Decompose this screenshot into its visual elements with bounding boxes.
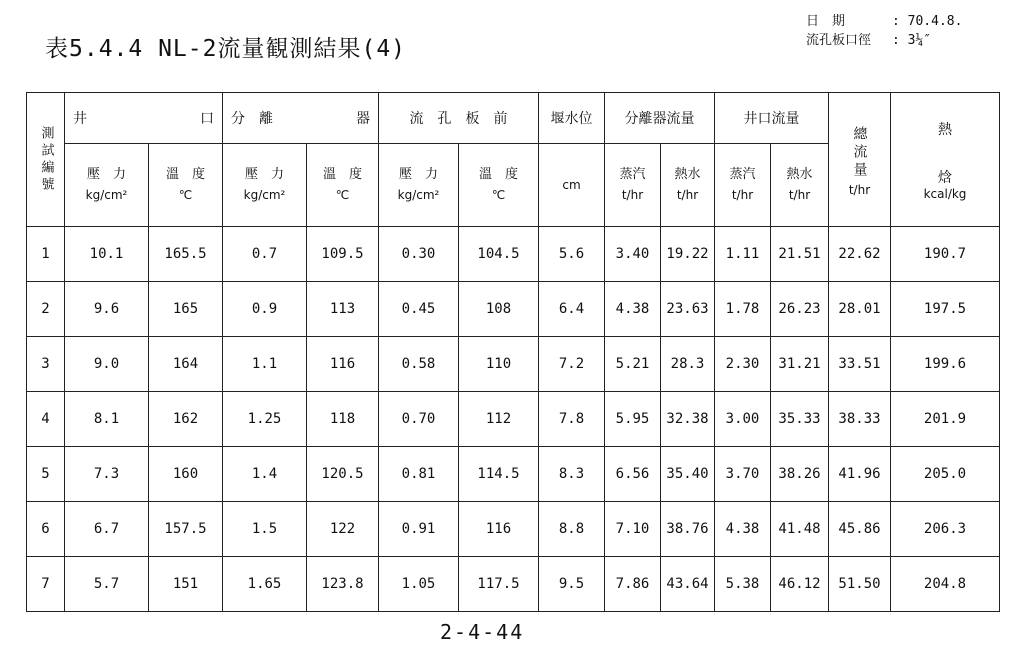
cell-sep-hotwater: 38.76 (661, 502, 715, 557)
cell-sep-hotwater: 32.38 (661, 392, 715, 447)
cell-well-pressure: 7.3 (65, 447, 149, 502)
cell-sep-temp: 122 (307, 502, 379, 557)
header-well-steam-unit: t/hr (731, 188, 754, 202)
cell-orifice-pressure: 0.70 (379, 392, 459, 447)
header-well-right: 口 (200, 111, 214, 127)
cell-well-temp: 157.5 (149, 502, 223, 557)
cell-well-temp: 164 (149, 337, 223, 392)
header-enthalpy-unit: kcal/kg (923, 186, 967, 201)
header-sep-hotwater (661, 144, 715, 227)
cell-sep-hotwater: 35.40 (661, 447, 715, 502)
cell-sep-steam: 7.86 (605, 557, 661, 612)
cell-enthalpy: 199.6 (891, 337, 1000, 392)
header-separator (223, 93, 379, 144)
meta-date-value: 70.4.8. (907, 14, 963, 29)
header-test-no-label: 測試編號 (38, 125, 54, 194)
cell-sep-hotwater: 23.63 (661, 282, 715, 337)
cell-orifice-temp: 112 (459, 392, 539, 447)
meta-block (806, 12, 962, 50)
cell-well-temp: 165.5 (149, 227, 223, 282)
header-well-pressure (65, 144, 149, 227)
header-enthalpy-sub: 焓 (938, 169, 952, 186)
cell-well-hotwater: 31.21 (771, 337, 829, 392)
cell-test-no: 4 (27, 392, 65, 447)
header-separator-left: 分 離 (231, 111, 273, 127)
header-row-1 (27, 93, 1000, 144)
cell-well-pressure: 9.6 (65, 282, 149, 337)
header-orifice-temp (459, 144, 539, 227)
cell-test-no: 3 (27, 337, 65, 392)
cell-weir-level: 9.5 (539, 557, 605, 612)
table-row (27, 557, 1000, 612)
cell-sep-hotwater: 19.22 (661, 227, 715, 282)
table-row (27, 337, 1000, 392)
table-row (27, 447, 1000, 502)
header-sep-flow: 分離器流量 (605, 93, 715, 144)
cell-well-hotwater: 26.23 (771, 282, 829, 337)
cell-weir-level: 5.6 (539, 227, 605, 282)
cell-sep-pressure: 1.4 (223, 447, 307, 502)
header-total-flow (829, 93, 891, 227)
header-well-hotwater-unit: t/hr (788, 188, 811, 202)
cell-test-no: 2 (27, 282, 65, 337)
cell-sep-pressure: 1.65 (223, 557, 307, 612)
cell-sep-temp: 120.5 (307, 447, 379, 502)
meta-orifice-label: 流孔板口徑 (806, 33, 872, 48)
header-sep-steam-unit: t/hr (621, 188, 644, 202)
cell-orifice-pressure: 1.05 (379, 557, 459, 612)
table-row (27, 502, 1000, 557)
table-row (27, 282, 1000, 337)
header-sep-pressure (223, 144, 307, 227)
cell-test-no: 5 (27, 447, 65, 502)
header-well-hotwater (771, 144, 829, 227)
header-well-hotwater-label: 熱水 (786, 167, 813, 182)
cell-total-flow: 22.62 (829, 227, 891, 282)
cell-weir-level: 7.2 (539, 337, 605, 392)
measurement-table (26, 92, 1000, 612)
header-well-steam-label: 蒸汽 (729, 167, 756, 182)
table-title: 表5.4.4 NL-2流量観測結果(4) (45, 36, 407, 62)
header-weir-unit (539, 144, 605, 227)
cell-well-steam: 1.78 (715, 282, 771, 337)
cell-orifice-temp: 108 (459, 282, 539, 337)
cell-total-flow: 51.50 (829, 557, 891, 612)
header-well-temp-unit: ℃ (178, 188, 193, 202)
cell-enthalpy: 204.8 (891, 557, 1000, 612)
meta-orifice-value: 3¼″ (907, 33, 932, 48)
cell-orifice-pressure: 0.30 (379, 227, 459, 282)
meta-orifice: 流孔板口徑 : 3¼″ (806, 33, 932, 48)
header-enthalpy-label: 熱 (938, 121, 952, 138)
meta-date-label: 日 期 (806, 14, 846, 29)
header-sep-pressure-unit: kg/cm² (243, 188, 286, 202)
cell-well-steam: 2.30 (715, 337, 771, 392)
cell-well-temp: 162 (149, 392, 223, 447)
cell-total-flow: 33.51 (829, 337, 891, 392)
header-well-flow: 井口流量 (715, 93, 829, 144)
cell-enthalpy: 201.9 (891, 392, 1000, 447)
table-body (27, 227, 1000, 612)
cell-sep-temp: 113 (307, 282, 379, 337)
cell-well-steam: 3.70 (715, 447, 771, 502)
cell-test-no: 6 (27, 502, 65, 557)
cell-orifice-temp: 104.5 (459, 227, 539, 282)
header-weir-unit-label: cm (562, 178, 581, 192)
page-number: 2-4-44 (440, 620, 525, 644)
header-test-no (27, 93, 65, 227)
cell-enthalpy: 197.5 (891, 282, 1000, 337)
cell-enthalpy: 190.7 (891, 227, 1000, 282)
cell-well-steam: 3.00 (715, 392, 771, 447)
cell-sep-pressure: 1.5 (223, 502, 307, 557)
header-sep-steam-label: 蒸汽 (619, 167, 646, 182)
cell-enthalpy: 206.3 (891, 502, 1000, 557)
header-sep-steam (605, 144, 661, 227)
cell-sep-temp: 118 (307, 392, 379, 447)
header-well-pressure-unit: kg/cm² (85, 188, 128, 202)
table-row (27, 392, 1000, 447)
header-total-flow-label: 總流量 (851, 125, 868, 180)
cell-orifice-pressure: 0.91 (379, 502, 459, 557)
header-sep-temp-unit: ℃ (335, 188, 350, 202)
cell-well-pressure: 9.0 (65, 337, 149, 392)
cell-weir-level: 7.8 (539, 392, 605, 447)
header-sep-temp (307, 144, 379, 227)
cell-sep-pressure: 0.9 (223, 282, 307, 337)
header-sep-pressure-label: 壓 力 (244, 167, 284, 182)
header-orifice-temp-unit: ℃ (491, 188, 506, 202)
cell-well-steam: 4.38 (715, 502, 771, 557)
header-orifice-pressure (379, 144, 459, 227)
cell-well-pressure: 8.1 (65, 392, 149, 447)
cell-total-flow: 38.33 (829, 392, 891, 447)
table-row (27, 227, 1000, 282)
header-well-pressure-label: 壓 力 (86, 167, 126, 182)
header-orifice-temp-label: 溫 度 (478, 167, 518, 182)
cell-well-hotwater: 41.48 (771, 502, 829, 557)
cell-well-temp: 160 (149, 447, 223, 502)
header-well (65, 93, 223, 144)
cell-sep-pressure: 1.1 (223, 337, 307, 392)
cell-sep-pressure: 0.7 (223, 227, 307, 282)
header-orifice-pressure-label: 壓 力 (398, 167, 438, 182)
cell-well-hotwater: 21.51 (771, 227, 829, 282)
cell-sep-hotwater: 28.3 (661, 337, 715, 392)
cell-well-temp: 165 (149, 282, 223, 337)
cell-sep-temp: 109.5 (307, 227, 379, 282)
cell-total-flow: 41.96 (829, 447, 891, 502)
cell-orifice-pressure: 0.45 (379, 282, 459, 337)
header-orifice-front: 流 孔 板 前 (379, 93, 539, 144)
header-weir-level: 堰水位 (539, 93, 605, 144)
cell-sep-hotwater: 43.64 (661, 557, 715, 612)
header-well-temp (149, 144, 223, 227)
cell-sep-steam: 3.40 (605, 227, 661, 282)
cell-sep-steam: 5.21 (605, 337, 661, 392)
cell-total-flow: 28.01 (829, 282, 891, 337)
cell-well-hotwater: 38.26 (771, 447, 829, 502)
cell-orifice-temp: 110 (459, 337, 539, 392)
header-well-left: 井 (73, 111, 87, 127)
cell-sep-pressure: 1.25 (223, 392, 307, 447)
header-orifice-pressure-unit: kg/cm² (397, 188, 440, 202)
cell-well-pressure: 10.1 (65, 227, 149, 282)
header-sep-hotwater-unit: t/hr (676, 188, 699, 202)
cell-sep-steam: 4.38 (605, 282, 661, 337)
cell-orifice-temp: 117.5 (459, 557, 539, 612)
header-total-unit: t/hr (848, 182, 871, 197)
cell-total-flow: 45.86 (829, 502, 891, 557)
cell-orifice-temp: 116 (459, 502, 539, 557)
cell-well-temp: 151 (149, 557, 223, 612)
cell-well-hotwater: 35.33 (771, 392, 829, 447)
header-separator-right: 器 (356, 111, 370, 127)
header-enthalpy (891, 93, 1000, 227)
meta-date: 日 期 : 70.4.8. (806, 14, 963, 29)
header-well-steam (715, 144, 771, 227)
cell-test-no: 1 (27, 227, 65, 282)
cell-well-hotwater: 46.12 (771, 557, 829, 612)
cell-well-steam: 1.11 (715, 227, 771, 282)
cell-sep-temp: 116 (307, 337, 379, 392)
cell-orifice-temp: 114.5 (459, 447, 539, 502)
cell-sep-temp: 123.8 (307, 557, 379, 612)
cell-weir-level: 6.4 (539, 282, 605, 337)
cell-sep-steam: 7.10 (605, 502, 661, 557)
cell-well-pressure: 6.7 (65, 502, 149, 557)
header-sep-temp-label: 溫 度 (322, 167, 362, 182)
cell-well-steam: 5.38 (715, 557, 771, 612)
cell-weir-level: 8.3 (539, 447, 605, 502)
cell-sep-steam: 5.95 (605, 392, 661, 447)
cell-test-no: 7 (27, 557, 65, 612)
header-well-temp-label: 溫 度 (165, 167, 205, 182)
cell-weir-level: 8.8 (539, 502, 605, 557)
header-sep-hotwater-label: 熱水 (674, 167, 701, 182)
cell-sep-steam: 6.56 (605, 447, 661, 502)
cell-orifice-pressure: 0.81 (379, 447, 459, 502)
cell-well-pressure: 5.7 (65, 557, 149, 612)
cell-enthalpy: 205.0 (891, 447, 1000, 502)
cell-orifice-pressure: 0.58 (379, 337, 459, 392)
